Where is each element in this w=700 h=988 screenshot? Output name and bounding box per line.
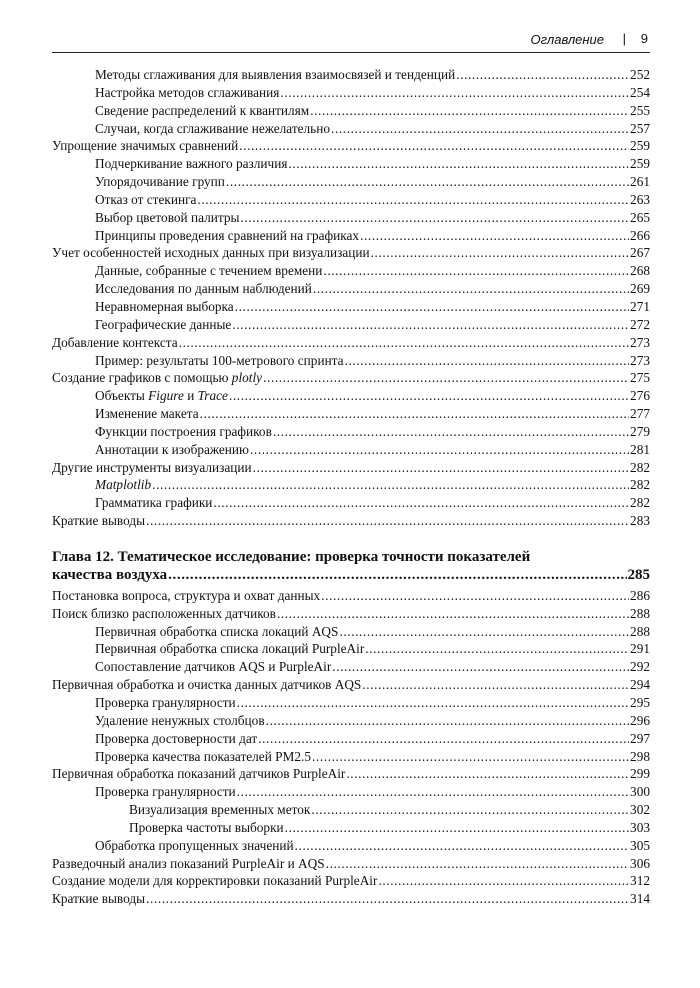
toc-entry-title [52,369,262,387]
toc-entry-title: Постановка вопроса, структура и охват данных [52,587,321,603]
toc-entry-page: 276 [630,388,650,404]
dot-leader [321,587,629,605]
toc-entry[interactable] [52,191,650,209]
toc-entry-title: Выбор цветовой палитры [95,209,240,225]
dot-leader [326,855,629,873]
dot-leader [285,819,629,837]
toc-entry-title: Исследования по данным наблюдений [95,281,312,297]
toc-section[interactable] [52,872,650,890]
toc-entry-title: Краткие выводы [52,891,146,907]
toc-entry-page: 294 [630,677,650,693]
dot-leader [266,712,629,730]
toc-entry-title: Упорядочивание групп [95,174,225,190]
toc-entry[interactable] [52,66,650,84]
toc-entry-page: 296 [630,712,650,728]
toc-entry-title: Аннотации к изображению [95,441,249,457]
toc-entry-title: Упрощение значимых сравнений [52,138,239,154]
toc-entry[interactable] [52,476,650,494]
toc-entry-page: 300 [630,784,650,800]
dot-leader [362,676,629,694]
toc-entry-page: 275 [630,370,650,386]
toc-entry-title: Сопоставление датчиков AQS и PurpleAir [95,659,332,675]
toc-entry-page: 266 [630,227,650,243]
dot-leader [229,387,629,405]
toc-entry[interactable] [52,748,650,766]
toc-entry-title: Случаи, когда сглаживание нежелательно [95,120,331,136]
toc-entry[interactable] [52,352,650,370]
toc-entry-title: Создание модели для корректировки показаний PurpleAir [52,873,378,889]
toc-entry-title: Настройка методов сглаживания [95,84,280,100]
toc-entry[interactable] [52,173,650,191]
toc-entry[interactable] [52,262,650,280]
toc-entry-title: Проверка частоты выборки [129,819,284,835]
chapter-heading[interactable] [52,548,650,585]
toc-entry[interactable] [52,623,650,641]
toc-entry-title: Принципы проведения сравнений на графиках [95,227,360,243]
toc-entry[interactable] [52,423,650,441]
title-text: Создание графиков с помощью [52,370,232,386]
toc-entry[interactable] [52,209,650,227]
toc-entry-page: 299 [630,766,650,782]
toc-section[interactable] [52,459,650,477]
toc-entry-title: Проверка гранулярности [95,695,236,710]
toc-entry-page: 265 [630,209,650,225]
dot-leader [312,748,629,766]
toc-entry-page: 269 [630,281,650,297]
toc-entry-title: Первичная обработка показаний датчиков PurpleAir [52,766,346,782]
toc-entry-page: 305 [630,837,650,853]
toc-entry-page: 281 [630,441,650,457]
toc-entry[interactable] [52,494,650,512]
dot-leader [200,405,629,423]
toc-section[interactable] [52,765,650,783]
dot-leader [250,441,629,459]
toc-entry-page: 286 [630,587,650,603]
toc-entry-page: 283 [630,513,650,529]
toc-entry-page: 302 [630,802,650,818]
dot-leader [235,298,629,316]
toc-entry[interactable] [52,837,650,855]
toc-entry-title: Обработка пропущенных значений [95,837,294,853]
toc-entry-page: 273 [630,352,650,368]
toc-entry-page: 254 [630,84,650,100]
toc-section[interactable] [52,512,650,530]
toc-entry-page: 312 [630,873,650,889]
toc-entry-page: 271 [630,298,650,314]
toc-entry-page: 272 [630,316,650,332]
dot-leader [263,369,629,387]
toc-entry-title: Функции построения графиков [95,423,272,439]
toc-entry[interactable] [52,640,650,658]
toc-entry-title: Географические данные [95,316,232,332]
toc-entry-title: Сведение распределений к квантилям [95,102,310,118]
toc-section[interactable] [52,244,650,262]
toc-entry[interactable] [52,730,650,748]
toc-entry-page: 306 [630,855,650,871]
toc-entry[interactable] [52,120,650,138]
toc-entry[interactable] [52,658,650,676]
toc-entry-title: Методы сглаживания для выявления взаимосвязей и тенденций [95,67,456,82]
toc-entry-title: Первичная обработка списка локаций AQS [95,623,339,639]
title-text: и [183,388,198,404]
toc-entry-page: 273 [630,334,650,350]
chapter-title-line-2 [52,566,650,585]
dot-leader [213,494,629,512]
toc-entry-title: Подчеркивание важного различия [95,156,288,172]
dot-leader [146,512,629,530]
toc-entry-title: Добавление контекста [52,334,178,350]
dot-leader [345,352,629,370]
toc-entry-title [95,476,151,494]
dot-leader [280,84,629,102]
toc-entry-page: 268 [630,263,650,279]
title-italic-text: Matplotlib [95,477,152,493]
dot-leader [331,120,629,138]
toc-entry[interactable] [52,783,650,801]
toc-entry-title: Проверка достоверности дат [95,730,258,746]
dot-leader [232,316,629,334]
toc-entry-page: 291 [630,641,650,657]
dot-leader [339,623,629,641]
toc-entry-page: 314 [630,891,650,907]
dot-leader [365,640,629,658]
toc-entry-title [95,387,228,405]
dot-leader [295,837,629,855]
dot-leader [288,155,629,173]
dot-leader [239,137,629,155]
toc-section[interactable] [52,587,650,605]
toc-entry-title: Данные, собранные с течением времени [95,263,323,279]
toc-entry-title: Поиск близко расположенных датчиков [52,605,276,621]
title-italic-text: Figure [148,388,184,404]
dot-leader [323,262,629,280]
toc-entry-page: 282 [630,495,650,511]
toc-entry[interactable] [52,441,650,459]
toc-entry[interactable] [52,155,650,173]
dot-leader [332,658,629,676]
title-italic-text: plotly [231,370,263,386]
toc-entry-page: 263 [630,191,650,207]
toc-entry-page: 295 [630,695,650,710]
toc-entry-title: Первичная обработка списка локаций PurpleAir [95,641,365,657]
dot-leader [313,280,629,298]
dot-leader [226,173,629,191]
toc-entry-title: Проверка гранулярности [95,784,236,800]
toc-section[interactable] [52,855,650,873]
toc-entry-page: 303 [630,819,650,835]
dot-leader [360,227,629,245]
toc-entry-title: Отказ от стекинга [95,191,197,207]
dot-leader [237,783,629,801]
toc-subentry[interactable] [52,819,650,837]
toc-entry-page: 292 [630,659,650,675]
dot-leader [346,765,629,783]
dot-leader [168,566,626,584]
toc-entry-page: 259 [630,138,650,154]
dot-leader [378,872,629,890]
toc-entry-title: Разведочный анализ показаний PurpleAir и AQS [52,855,325,871]
toc-entry-page: 261 [630,174,650,190]
toc-subentry[interactable] [52,801,650,819]
page-number: 9 [640,31,648,46]
dot-leader [240,209,629,227]
toc-entry[interactable] [52,84,650,102]
dot-leader [277,605,629,623]
toc-entry-page: 297 [630,730,650,746]
toc-entry-title: Визуализация временных меток [129,802,311,818]
toc-entry-title: Изменение макета [95,406,199,422]
title-italic-text: Trace [197,388,228,404]
chapter-page: 285 [627,566,650,583]
toc-entry-title: Другие инструменты визуализации [52,459,252,475]
dot-leader [253,459,629,477]
toc-section[interactable] [52,137,650,155]
chapter-title-line-1: Глава 12. Тематическое исследование: проверка точности показателей [52,548,531,565]
toc-entry-title: Грамматика графики [95,495,213,511]
chapter-title-text: качества воздуха [52,566,168,583]
toc-entry[interactable] [52,405,650,423]
table-of-contents [52,66,650,908]
toc-entry[interactable] [52,227,650,245]
toc-entry-page: 279 [630,423,650,439]
dot-leader [197,191,629,209]
toc-entry-page: 282 [630,477,650,493]
toc-entry-page: 282 [630,459,650,475]
dot-leader [237,694,629,712]
toc-section[interactable] [52,676,650,694]
toc-entry[interactable] [52,712,650,730]
toc-entry[interactable] [52,280,650,298]
title-text: Объекты [95,388,149,404]
dot-leader [310,102,629,120]
toc-entry-page: 277 [630,406,650,422]
toc-entry-page: 288 [630,605,650,621]
dot-leader [371,244,629,262]
toc-entry-title: Пример: результаты 100-метрового спринта [95,352,344,368]
dot-leader [152,476,629,494]
toc-entry-title: Первичная обработка и очистка данных датчиков AQS [52,677,362,693]
dot-leader [146,890,629,908]
dot-leader [311,801,629,819]
toc-entry-title: Неравномерная выборка [95,298,234,314]
toc-section[interactable] [52,890,650,908]
toc-entry-page: 288 [630,623,650,639]
toc-entry-title: Учет особенностей исходных данных при визуализации [52,245,370,261]
toc-section[interactable] [52,369,650,387]
toc-entry-title: Удаление ненужных столбцов [95,712,265,728]
dot-leader [273,423,629,441]
toc-entry-page: 298 [630,748,650,764]
toc-entry-page: 255 [630,102,650,118]
toc-section[interactable] [52,605,650,623]
running-header [52,30,650,53]
toc-entry-page: 259 [630,156,650,172]
running-header-separator: | [622,31,626,46]
toc-entry-title: Краткие выводы [52,513,146,529]
dot-leader [258,730,629,748]
toc-entry-page: 252 [630,67,650,82]
toc-entry[interactable] [52,694,650,712]
toc-section[interactable] [52,334,650,352]
toc-entry[interactable] [52,387,650,405]
toc-entry-page: 257 [630,120,650,136]
toc-entry[interactable] [52,316,650,334]
toc-entry[interactable] [52,102,650,120]
running-header-title: Оглавление [530,32,604,47]
toc-entry-title: Проверка качества показателей PM2.5 [95,748,311,764]
toc-entry-page: 267 [630,245,650,261]
toc-entry[interactable] [52,298,650,316]
dot-leader [179,334,629,352]
dot-leader [456,66,629,84]
